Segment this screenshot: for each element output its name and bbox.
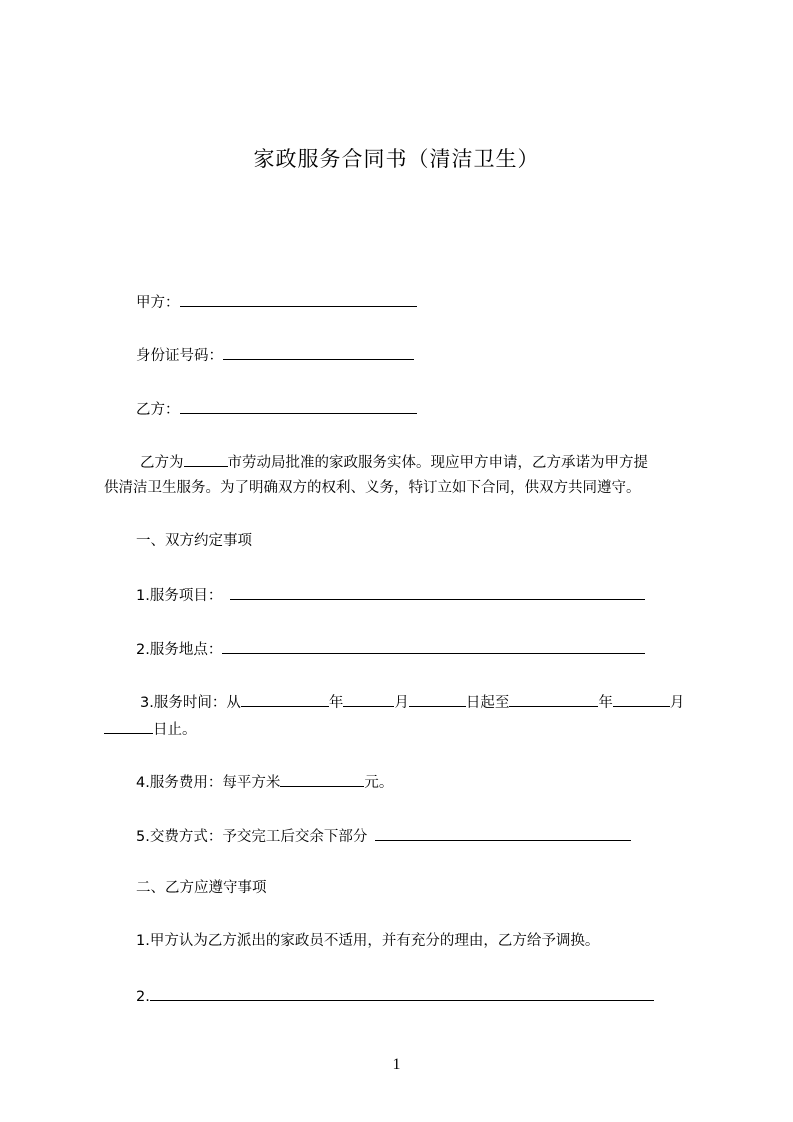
section-2-item-2-blank — [150, 986, 654, 1001]
payment-method-label: 5.交费方式：予交完工后交余下部分 — [136, 829, 368, 845]
end-month-unit: 月 — [669, 695, 685, 711]
section-1-heading: 一、双方约定事项 — [136, 533, 252, 549]
party-a-blank — [180, 292, 417, 307]
intro-city-blank — [184, 452, 228, 467]
party-a-label: 甲方： — [136, 295, 180, 311]
party-a-line — [136, 292, 417, 312]
payment-method-blank — [375, 826, 631, 841]
service-item-label: 1.服务项目： — [136, 588, 223, 604]
start-day-blank — [409, 692, 466, 707]
end-month-blank — [613, 692, 670, 707]
id-number-label: 身份证号码： — [136, 348, 223, 364]
service-fee-blank — [280, 772, 364, 787]
service-time-line — [140, 692, 684, 712]
intro-line-2 — [104, 479, 641, 497]
service-time-label: 3.服务时间：从 — [140, 695, 241, 711]
service-fee-label: 4.服务费用：每平方米 — [136, 775, 281, 791]
service-fee-line — [136, 772, 393, 792]
end-year-blank — [509, 692, 598, 707]
service-item-blank — [230, 585, 645, 600]
start-year-unit: 年 — [328, 695, 344, 711]
end-day-unit: 日止。 — [153, 722, 197, 738]
section-2-item-2-label: 2. — [136, 989, 150, 1005]
service-location-line — [136, 639, 645, 659]
start-month-unit: 月 — [394, 695, 409, 711]
section-2-item-2-line — [136, 986, 654, 1006]
service-fee-unit: 元。 — [364, 775, 394, 791]
page-number: 1 — [392, 1056, 401, 1073]
intro-text-part1: 乙方为 — [140, 455, 184, 471]
party-b-line — [136, 399, 417, 419]
party-b-blank — [180, 399, 417, 414]
service-time-line-2 — [104, 719, 197, 739]
section-2-heading: 二、乙方应遵守事项 — [136, 880, 267, 896]
intro-text-line2: 供清洁卫生服务。为了明确双方的权利、义务，特订立如下合同，供双方共同遵守。 — [104, 480, 641, 496]
id-number-blank — [223, 345, 414, 360]
service-location-label: 2.服务地点： — [136, 642, 223, 658]
intro-line-1 — [140, 452, 648, 472]
page-title: 家政服务合同书（清洁卫生） — [253, 147, 540, 171]
start-month-blank — [343, 692, 394, 707]
payment-method-line — [136, 826, 631, 846]
service-location-blank — [222, 639, 645, 654]
service-item-line — [136, 585, 645, 605]
end-year-unit: 年 — [598, 695, 613, 711]
id-number-line — [136, 345, 414, 365]
section-2-item-1: 1.甲方认为乙方派出的家政员不适用，并有充分的理由，乙方给予调换。 — [136, 933, 600, 949]
intro-text-part2: 市劳动局批准的家政服务实体。现应甲方申请，乙方承诺为甲方提 — [227, 455, 648, 471]
end-day-blank — [104, 719, 153, 734]
start-year-blank — [241, 692, 329, 707]
party-b-label: 乙方： — [136, 402, 180, 418]
start-day-unit: 日起至 — [465, 695, 510, 711]
